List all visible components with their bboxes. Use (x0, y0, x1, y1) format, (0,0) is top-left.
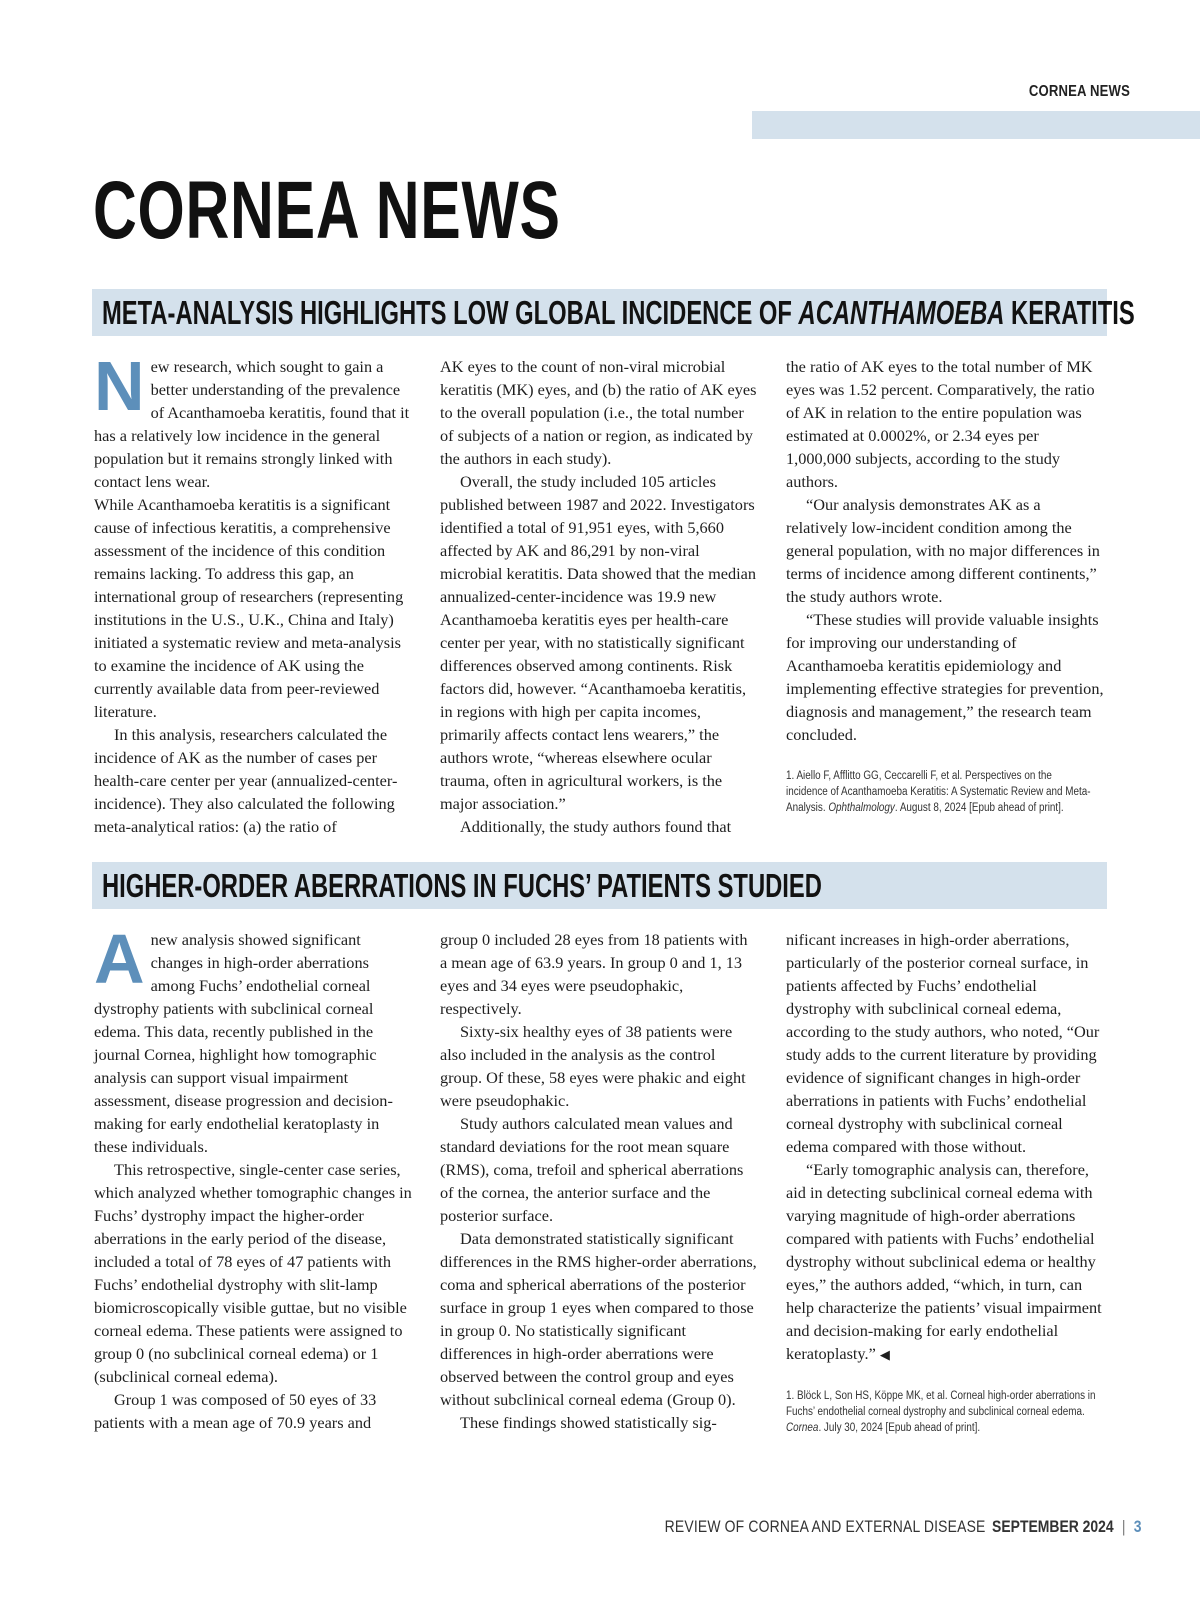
article1-paragraph: In this analysis, researchers calculated the incidence of AK as the number of cases per health-care center per year (annualized-center-incidence). They also calculated the following meta-analytical ratios: (a) the ratio of (94, 725, 398, 836)
article1-paragraph: AK eyes to the count of non-viral microbial keratitis (MK) eyes, and (b) the ratio of AK eyes to the overall population (i.e., the total number of subjects of a nation or region, as indicated by the authors in each study). (440, 357, 757, 468)
article1-ref-tail: . August 8, 2024 [Epub ahead of print]. (894, 802, 1064, 814)
header-accent-bar (752, 111, 1200, 139)
article1-dropcap: N (94, 347, 145, 425)
article1-title (102, 296, 1135, 330)
article1-paragraph: “Our analysis demonstrates AK as a relatively low-incident condition among the general population, with no major differences in terms of incidence among different continents,” the study authors wrote. (786, 495, 1100, 606)
footer-date: SEPTEMBER 2024 (992, 1517, 1114, 1536)
article2-paragraph: group 0 included 28 eyes from 18 patients with a mean age of 63.9 years. In group 0 and 1, 13 eyes and 34 eyes were pseudophakic, respectively. (440, 930, 748, 1018)
footer-publication: REVIEW OF CORNEA AND EXTERNAL DISEASE (664, 1517, 986, 1536)
article1-column-3 (786, 355, 1104, 816)
article1-paragraph: Overall, the study included 105 articles published between 1987 and 2022. Investigators identified a total of 91,951 eyes, with 5,660 affected by AK and 86,291 by non-viral microbial keratitis. Data showed that the median annualized-center-incidence was 19.9 new Acanthamoeba keratitis eyes per health-care center per year, with no statistically significant differences observed among continents. Risk factors did, however. “Acanthamoeba keratitis, in regions with high per capita incomes, primarily affects contact lens wearers,” the authors wrote, “whereas elsewhere ocular trauma, often in agricultural workers, is the major association.” (440, 472, 757, 813)
article1-column-2 (440, 355, 758, 838)
running-head: CORNEA NEWS (1028, 83, 1130, 100)
article1-paragraph: ew research, which sought to gain a better understanding of the prevalence of Acanthamoeba keratitis, found that it has a relatively low incidence in the general population but it remains strongly linked with contact lens wear. (94, 357, 410, 491)
article2-column-1 (94, 920, 412, 1434)
page-title: CORNEA NEWS (93, 165, 561, 256)
page-footer (560, 1517, 1142, 1537)
article2-paragraph: Data demonstrated statistically significant differences in the RMS higher-order aberrations, coma and spherical aberrations of the posterior surface in group 1 eyes when compared to those in group 0. No statistically significant differences in high-order aberrations were observed between the control group and eyes without subclinical corneal edema (Group 0). (440, 1229, 757, 1409)
article2-ref-tail: . July 30, 2024 [Epub ahead of print]. (818, 1422, 981, 1434)
end-mark-icon: ◀ (879, 1347, 890, 1362)
article1-ref-journal: Ophthalmology (828, 802, 895, 814)
article2-column-2 (440, 928, 758, 1434)
article1-title-post: KERATITIS (1004, 294, 1135, 331)
article1-paragraph: “These studies will provide valuable insights for improving our understanding of Acanthamoeba keratitis epidemiology and implementing effective strategies for prevention, diagnosis and management,” the research team concluded. (786, 610, 1104, 744)
article2-paragraph: These findings showed statistically sig- (460, 1413, 717, 1432)
article2-column-3 (786, 928, 1104, 1436)
article1-column-1 (94, 347, 412, 838)
article2-paragraph: Sixty-six healthy eyes of 38 patients were also included in the analysis as the control group. Of these, 58 eyes were phakic and eight were pseudophakic. (440, 1022, 746, 1110)
article1-title-italic: ACANTHAMOEBA (798, 294, 1005, 331)
article2-ref-text: 1. Blöck L, Son HS, Köppe MK, et al. Corneal high-order aberrations in Fuchs’ endothelial corneal dystrophy and subclinical corneal edema. (786, 1390, 1096, 1418)
article2-dropcap: A (94, 920, 145, 998)
article2-closing-text: “Early tomographic analysis can, therefore, aid in detecting subclinical corneal edema with varying magnitude of high-order aberrations compared with patients with Fuchs’ endothelial dystrophy without subclinical edema or healthy eyes,” the authors added, “which, in turn, can help characterize the patients’ visual impairment and decision-making for early endothelial keratoplasty.” (786, 1160, 1102, 1363)
article2-ref-journal: Cornea (786, 1422, 819, 1434)
article1-paragraph: the ratio of AK eyes to the total number of MK eyes was 1.52 percent. Comparatively, the ratio of AK in relation to the entire population was estimated at 0.0002%, or 2.34 eyes per 1,000,000 subjects, according to the study authors. (786, 357, 1095, 491)
article2-paragraph: new analysis showed significant changes in high-order aberrations among Fuchs’ endothelial corneal dystrophy patients with subclinical corneal edema. This data, recently published in the journal Cornea, highlight how tomographic analysis can support visual impairment assessment, disease progression and decision-making for early endothelial keratoplasty in these individuals. (94, 930, 393, 1156)
article2-paragraph: Group 1 was composed of 50 eyes of 33 patients with a mean age of 70.9 years and (94, 1390, 377, 1432)
article2-paragraph: nificant increases in high-order aberrations, particularly of the posterior corneal surface, in patients affected by Fuchs’ endothelial dystrophy with subclinical corneal edema, according to the study authors, who noted, “Our study adds to the current literature by providing evidence of significant changes in high-order aberrations in patients with Fuchs’ endothelial corneal dystrophy with subclinical corneal edema compared with those without. (786, 930, 1100, 1156)
article1-title-bar (92, 289, 1135, 336)
article2-reference (786, 1388, 1096, 1436)
article1-paragraph: Additionally, the study authors found that (460, 817, 732, 836)
article2-title: HIGHER-ORDER ABERRATIONS IN FUCHS’ PATIENTS STUDIED (102, 867, 822, 904)
footer-separator: | (1121, 1517, 1126, 1536)
article2-paragraph: Study authors calculated mean values and standard deviations for the root mean square (RMS), coma, trefoil and spherical aberrations of the cornea, the anterior surface and the posterior surface. (440, 1114, 744, 1225)
article1-ref-text: 1. Aiello F, Afflitto GG, Ceccarelli F, et al. Perspectives on the incidence of Acanthamoeba Keratitis: A Systematic Review and Meta-Analysis. (786, 770, 1091, 814)
article1-reference (786, 768, 1096, 816)
article1-title-pre: META-ANALYSIS HIGHLIGHTS LOW GLOBAL INCIDENCE OF (102, 294, 799, 331)
page-number: 3 (1133, 1517, 1142, 1536)
article2-paragraph (786, 1158, 1104, 1366)
article2-paragraph: This retrospective, single-center case series, which analyzed whether tomographic changes in Fuchs’ dystrophy impact the higher-order aberrations in the early period of the disease, included a total of 78 eyes of 47 patients with Fuchs’ endothelial dystrophy with slit-lamp biomicroscopically visible guttae, but no visible corneal edema. These patients were assigned to group 0 (no subclinical corneal edema) or 1 (subclinical corneal edema). (94, 1160, 412, 1386)
article1-paragraph: While Acanthamoeba keratitis is a significant cause of infectious keratitis, a comprehensive assessment of the incidence of this condition remains lacking. To address this gap, an international group of researchers (representing institutions in the U.S., U.K., China and Italy) initiated a systematic review and meta-analysis to examine the incidence of AK using the currently available data from peer-reviewed literature. (94, 495, 404, 721)
article2-title-bar (92, 862, 1107, 909)
